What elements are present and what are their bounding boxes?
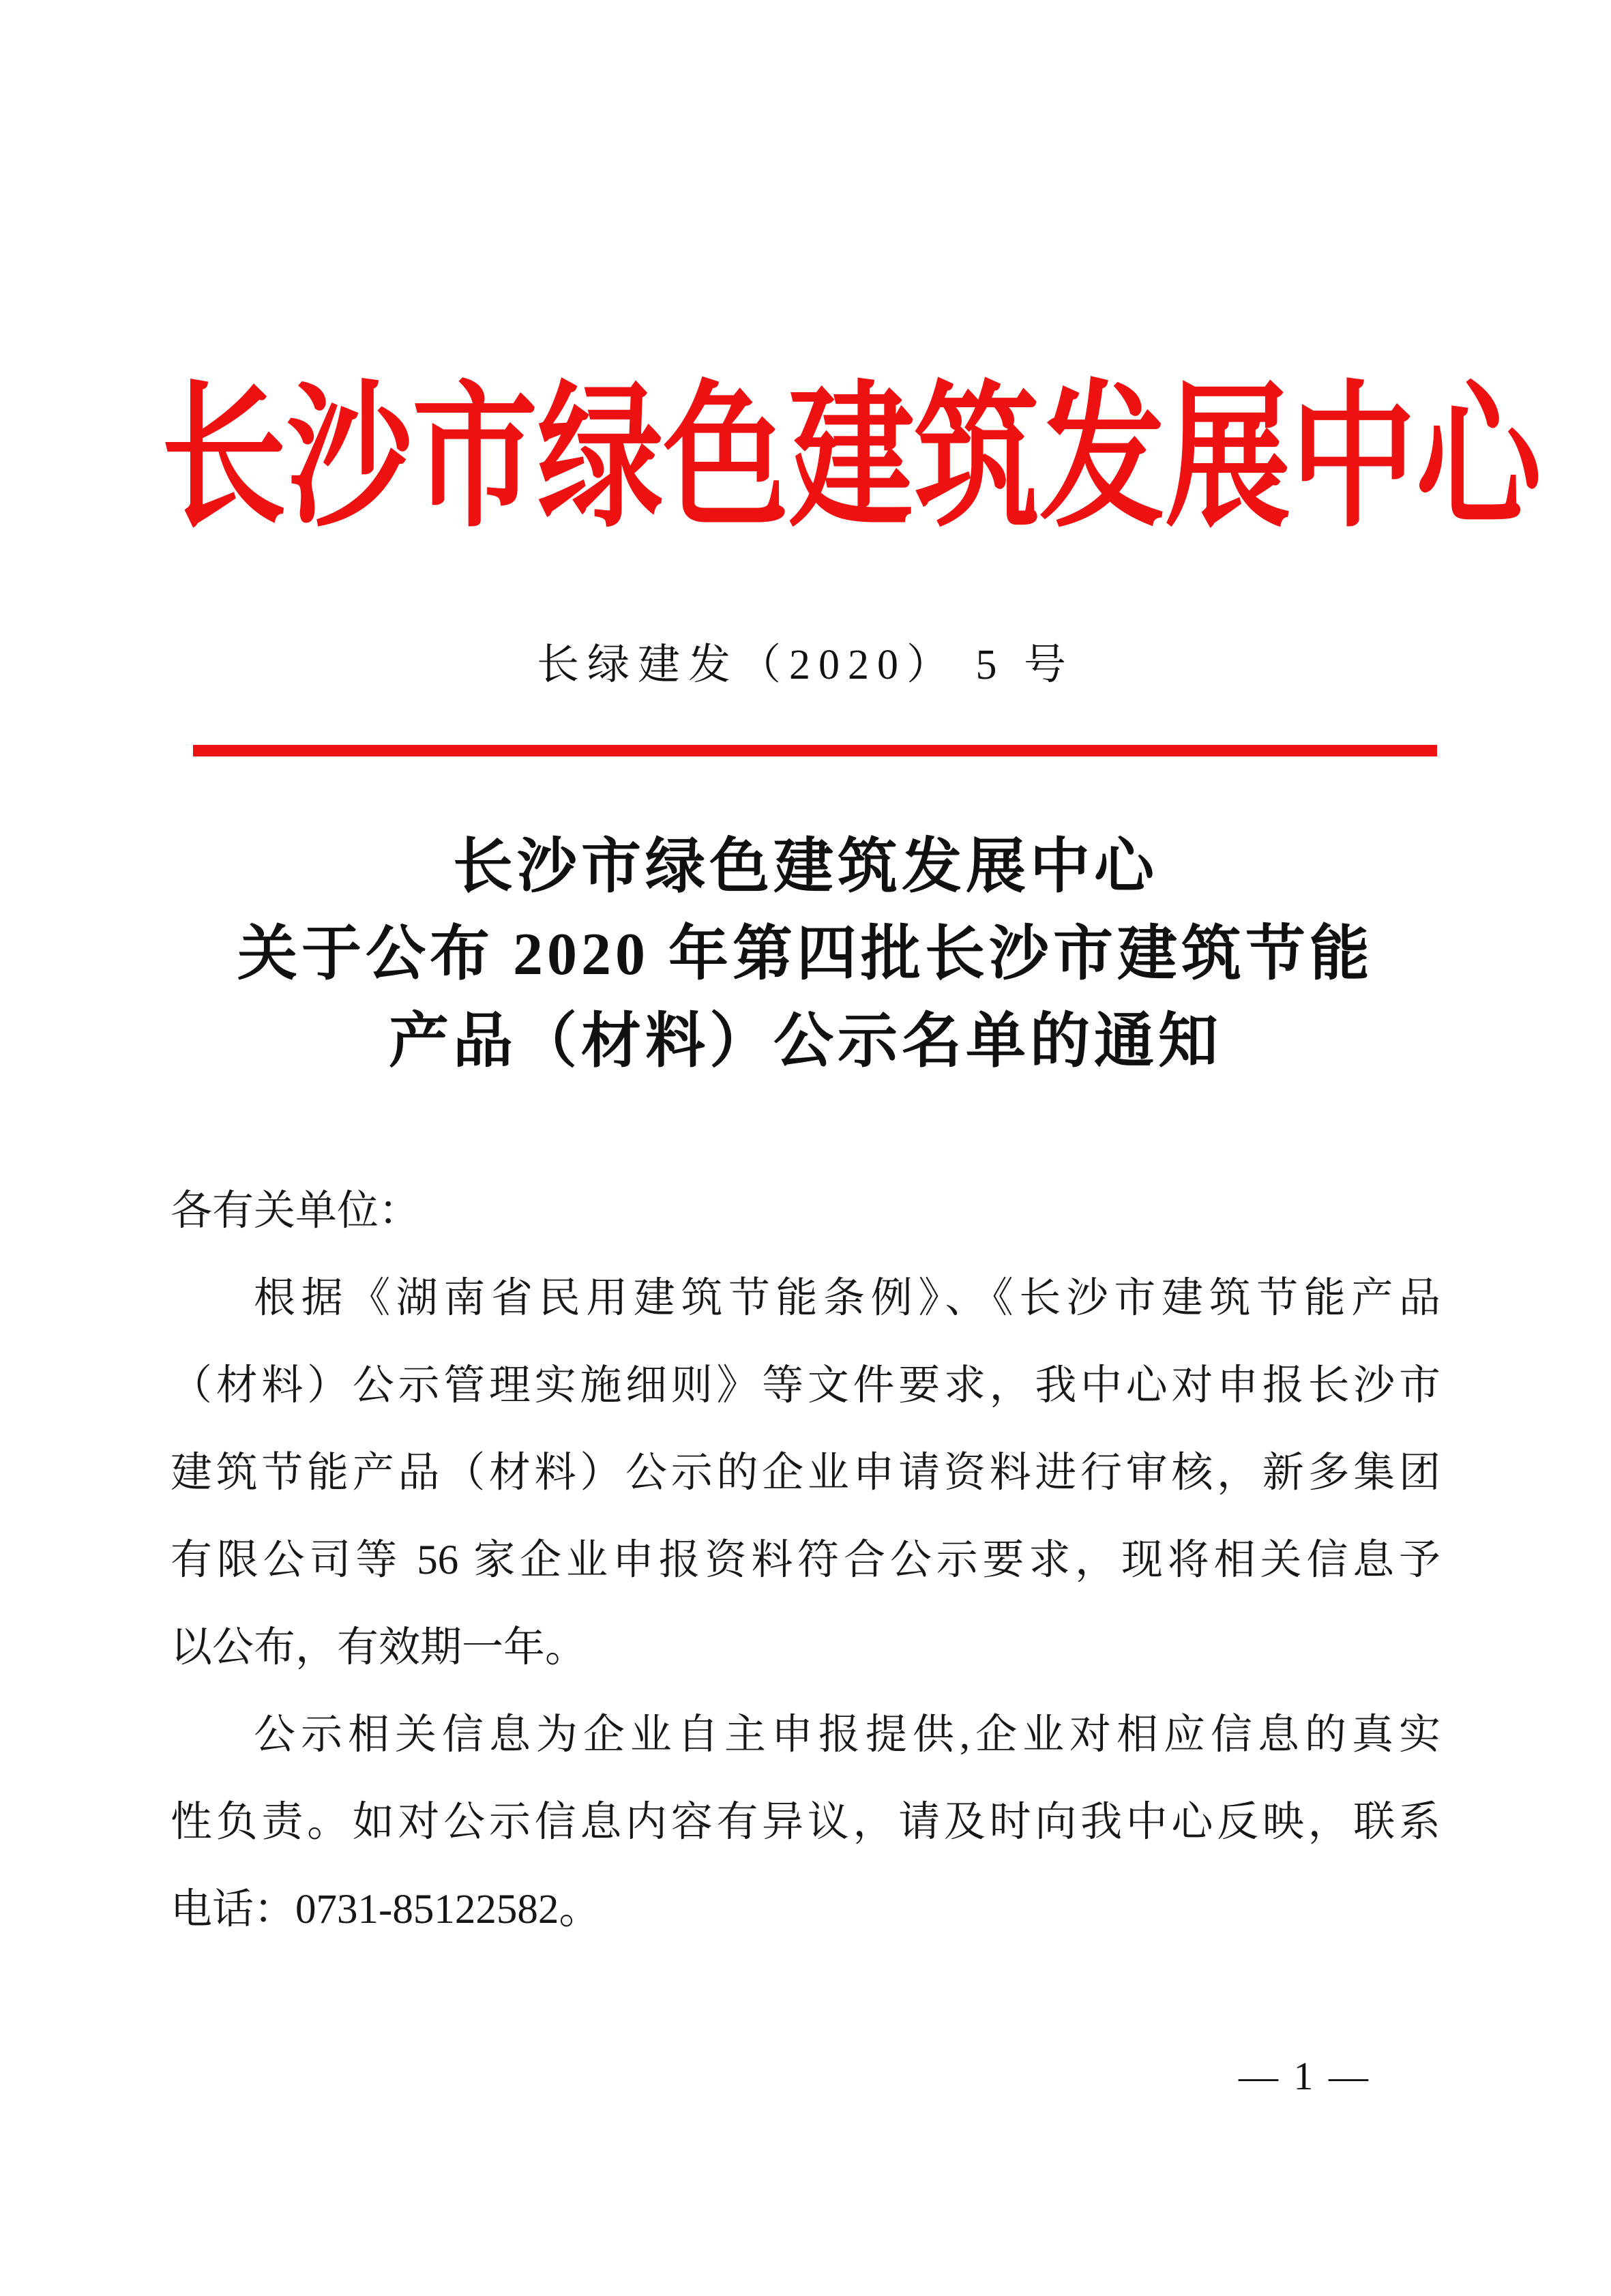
document-title-line-1: 长沙市绿色建筑发展中心: [452, 834, 1158, 900]
paragraph-1-line-2: （材料）公示管理实施细则》等文件要求，我中心对申报长沙市: [171, 1363, 1440, 1409]
document-title-line-3: 产品（材料）公示名单的通知: [388, 1009, 1222, 1075]
doc-reference-number: 长绿建发（2020） 5 号: [536, 642, 1074, 688]
paragraph-2-line-3: 电话：0731-85122582。: [171, 1887, 601, 1932]
paragraph-1-line-4: 有限公司等 56 家企业申报资料符合公示要求，现将相关信息予: [171, 1537, 1440, 1583]
letterhead-org-name: 长沙市绿色建筑发展中心: [161, 372, 1542, 546]
document-title: [0, 824, 1611, 1086]
paragraph-2-line-2: 性负责。如对公示信息内容有异议，请及时向我中心反映，联系: [171, 1799, 1440, 1845]
letterhead-divider-rule: [193, 745, 1437, 756]
document-title-line-2: 关于公布 2020 年第四批长沙市建筑节能: [237, 922, 1374, 988]
page-number: — 1 —: [1239, 2054, 1371, 2098]
paragraph-2-line-1: 公示相关信息为企业自主申报提供,企业对相应信息的真实: [254, 1712, 1440, 1758]
salutation: 各有关单位：: [171, 1188, 421, 1234]
paragraph-1-line-3: 建筑节能产品（材料）公示的企业申请资料进行审核，新多集团: [171, 1450, 1440, 1496]
document-body: [171, 1168, 1440, 1954]
paragraph-1-line-1: 根据《湖南省民用建筑节能条例》、《长沙市建筑节能产品: [254, 1276, 1440, 1321]
paragraph-1-line-5: 以公布，有效期一年。: [171, 1625, 587, 1671]
